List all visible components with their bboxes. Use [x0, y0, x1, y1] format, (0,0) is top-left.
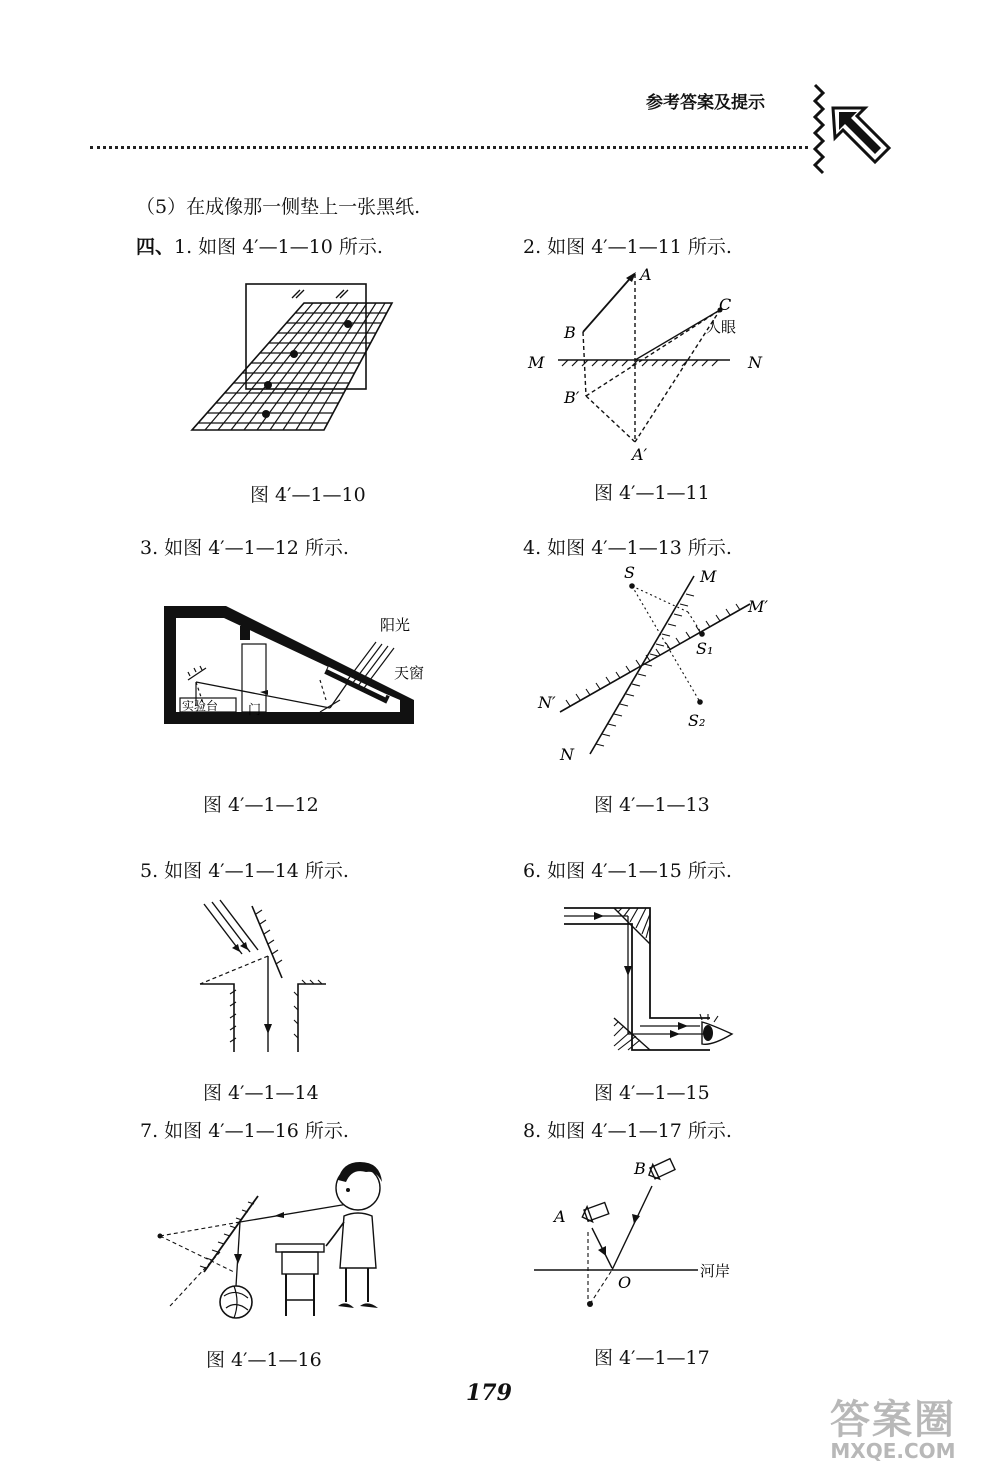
section-mark: 四、	[136, 236, 175, 258]
fig13-label-M: M	[700, 567, 717, 586]
fig13-label-M-prime: M′	[748, 597, 769, 616]
fig17-label-O: O	[618, 1273, 632, 1292]
fig11-label-C: C	[719, 295, 732, 314]
figure-14-mirror-slit	[190, 898, 340, 1058]
page-number: 179	[466, 1380, 512, 1406]
item-4-text: 4. 如图 4′—1—13 所示.	[523, 537, 732, 559]
item-7-text: 7. 如图 4′—1—16 所示.	[140, 1120, 349, 1142]
fig17-label-A: A	[554, 1207, 566, 1226]
figure-12-room-skylight	[160, 596, 450, 736]
caption-fig14: 图 4′—1—14	[203, 1082, 319, 1104]
watermark-line2: MXQE.COM	[830, 1439, 956, 1463]
caption-fig13: 图 4′—1—13	[594, 794, 710, 816]
caption-fig10: 图 4′—1—10	[250, 484, 366, 506]
caption-fig17: 图 4′—1—17	[594, 1347, 710, 1369]
fig11-label-B-prime: B′	[564, 388, 580, 407]
fig11-label-A-prime: A′	[632, 445, 648, 464]
item-1-row	[136, 232, 383, 259]
caption-fig15: 图 4′—1—15	[594, 1082, 710, 1104]
intro-line: （5）在成像那一侧垫上一张黑纸.	[136, 196, 421, 218]
fig17-label-bank: 河岸	[700, 1262, 731, 1280]
item-1-text: 1. 如图 4′—1—10 所示.	[174, 236, 383, 258]
figure-16-child-mirror	[150, 1156, 400, 1326]
header-dotted-rule	[90, 146, 808, 149]
caption-fig16: 图 4′—1—16	[206, 1349, 322, 1371]
item-2-text: 2. 如图 4′—1—11 所示.	[523, 236, 732, 258]
fig13-label-S: S	[624, 563, 635, 582]
header-title: 参考答案及提示	[646, 93, 765, 113]
fig12-label-door: 门	[248, 703, 262, 718]
item-6-text: 6. 如图 4′—1—15 所示.	[523, 860, 732, 882]
watermark-logo	[830, 1388, 956, 1463]
item-8-text: 8. 如图 4′—1—17 所示.	[523, 1120, 732, 1142]
fig13-label-N-prime: N′	[538, 693, 556, 712]
fig17-label-B: B	[634, 1159, 646, 1178]
fig13-label-S1: S₁	[696, 639, 714, 658]
watermark-line1: 答案圈	[830, 1397, 956, 1443]
figure-13-two-mirrors	[530, 562, 780, 767]
fig13-label-N: N	[560, 745, 574, 764]
fig11-label-M: M	[528, 353, 545, 372]
header-arrow-icon	[805, 80, 895, 175]
fig12-label-sun: 阳光	[380, 616, 411, 634]
item-5-text: 5. 如图 4′—1—14 所示.	[140, 860, 349, 882]
fig12-label-skylight: 天窗	[394, 664, 425, 682]
item-3-text: 3. 如图 4′—1—12 所示.	[140, 537, 349, 559]
fig11-label-N: N	[748, 353, 762, 372]
fig11-label-eye: 人眼	[706, 318, 737, 336]
figure-11-mirror-image	[520, 260, 770, 470]
caption-fig11: 图 4′—1—11	[594, 482, 710, 504]
caption-fig12: 图 4′—1—12	[203, 794, 319, 816]
figure-15-periscope	[560, 904, 740, 1054]
figure-17-river-bank	[530, 1154, 760, 1324]
fig12-label-bench: 实验台	[182, 699, 219, 713]
fig13-label-S2: S₂	[688, 711, 706, 730]
fig11-label-B: B	[564, 323, 576, 342]
figure-10-grid-plane	[186, 278, 396, 438]
fig11-label-A: A	[640, 265, 652, 284]
